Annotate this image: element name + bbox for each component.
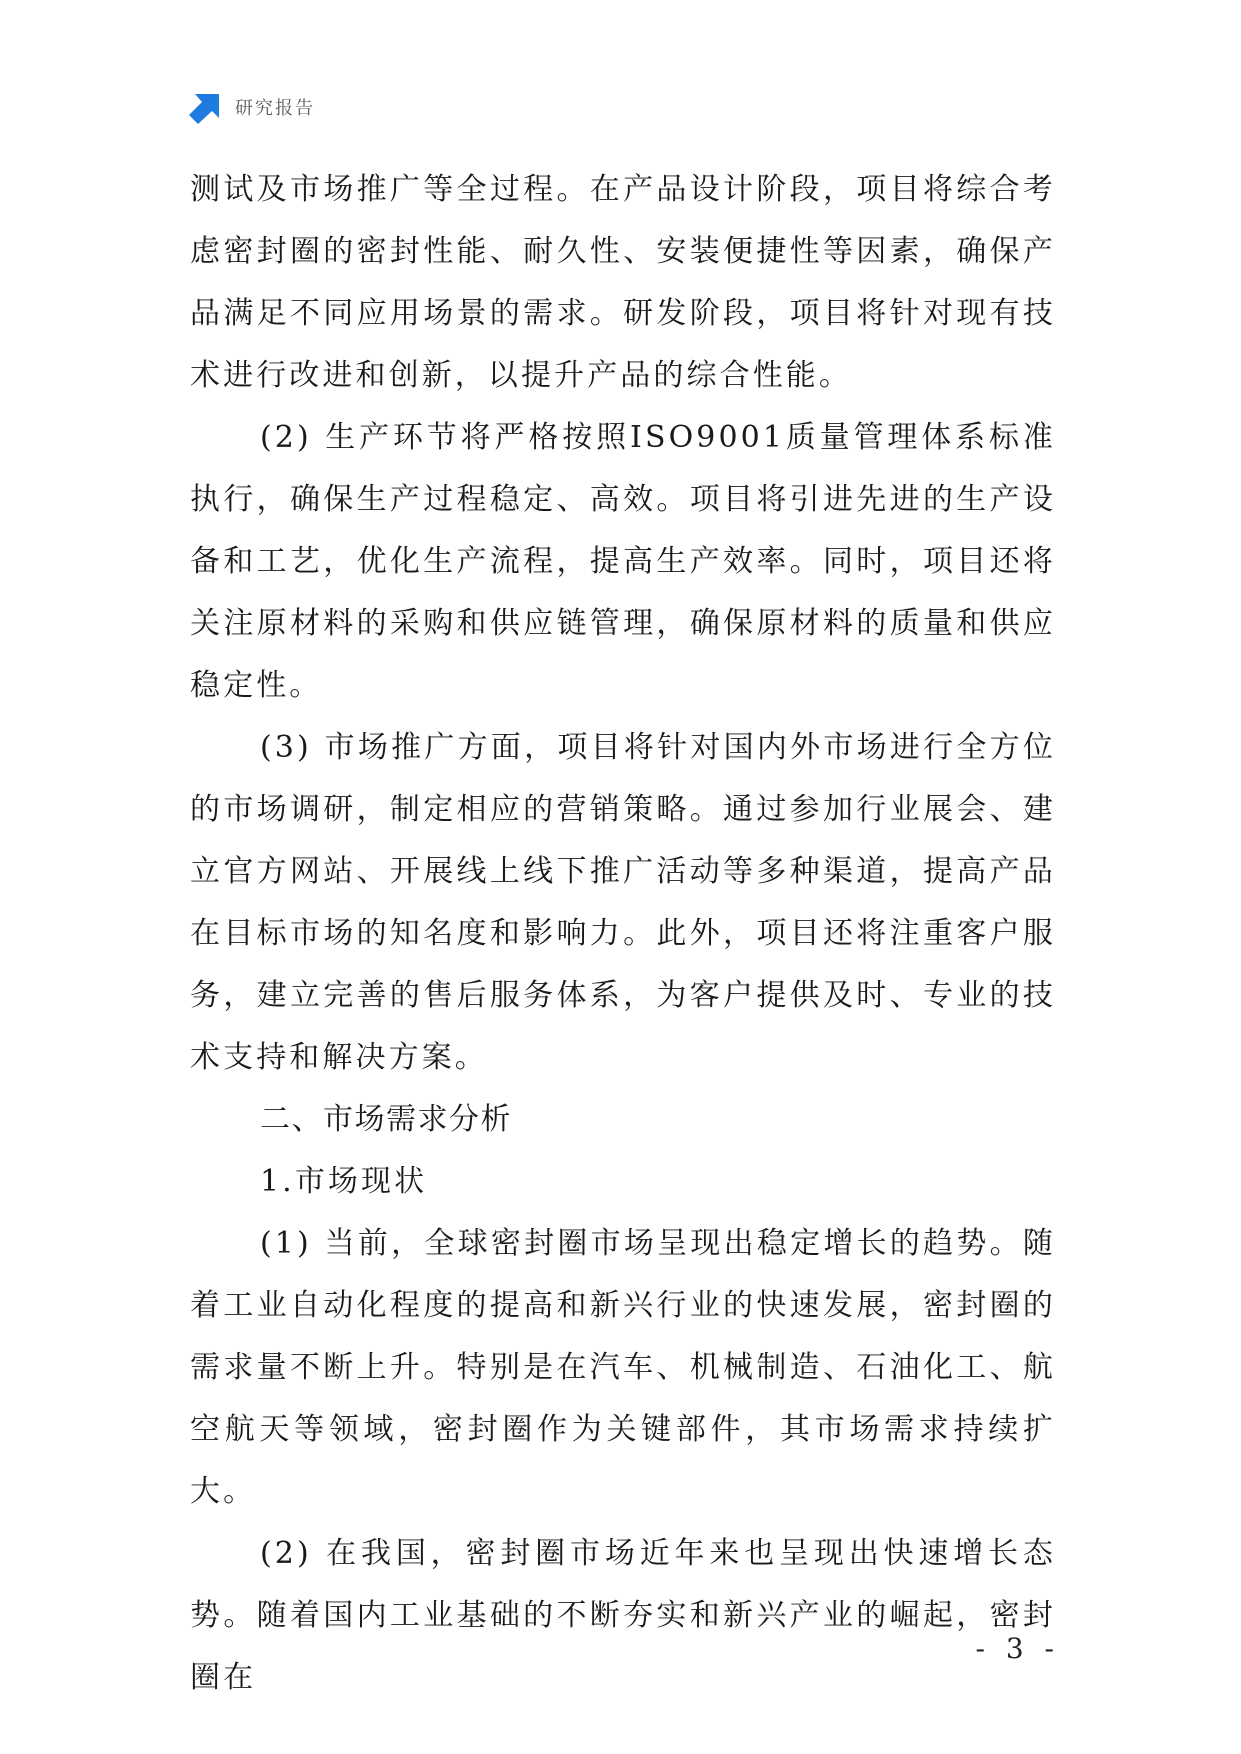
arrow-up-right-icon: [189, 90, 223, 124]
document-body: [190, 159, 1056, 1709]
section-heading: 二、市场需求分析: [260, 1102, 512, 1137]
page-header: [189, 90, 315, 124]
paragraph: (2) 生产环节将严格按照ISO9001质量管理体系标准执行，确保生产过程稳定、高效。项目将引进先进的生产设备和工艺，优化生产流程，提高生产效率。同时，项目还将关注原材料的采购和供应链管理，确保原材料的质量和供应稳定性。: [190, 420, 1056, 703]
header-title: 研究报告: [235, 98, 315, 119]
paragraph: (1) 当前，全球密封圈市场呈现出稳定增长的趋势。随着工业自动化程度的提高和新兴行业的快速发展，密封圈的需求量不断上升。特别是在汽车、机械制造、石油化工、航空航天等领域，密封圈作为关键部件，其市场需求持续扩大。: [190, 1226, 1056, 1509]
paragraph: (2) 在我国，密封圈市场近年来也呈现出快速增长态势。随着国内工业基础的不断夯实和新兴产业的崛起，密封圈在: [190, 1536, 1056, 1695]
page-number: - 3 -: [975, 1632, 1060, 1665]
paragraph: 测试及市场推广等全过程。在产品设计阶段，项目将综合考虑密封圈的密封性能、耐久性、安装便捷性等因素，确保产品满足不同应用场景的需求。研发阶段，项目将针对现有技术进行改进和创新，以提升产品的综合性能。: [190, 172, 1056, 393]
subsection-heading: 1.市场现状: [260, 1164, 428, 1199]
paragraph: (3) 市场推广方面，项目将针对国内外市场进行全方位的市场调研，制定相应的营销策略。通过参加行业展会、建立官方网站、开展线上线下推广活动等多种渠道，提高产品在目标市场的知名度和影响力。此外，项目还将注重客户服务，建立完善的售后服务体系，为客户提供及时、专业的技术支持和解决方案。: [190, 730, 1056, 1075]
